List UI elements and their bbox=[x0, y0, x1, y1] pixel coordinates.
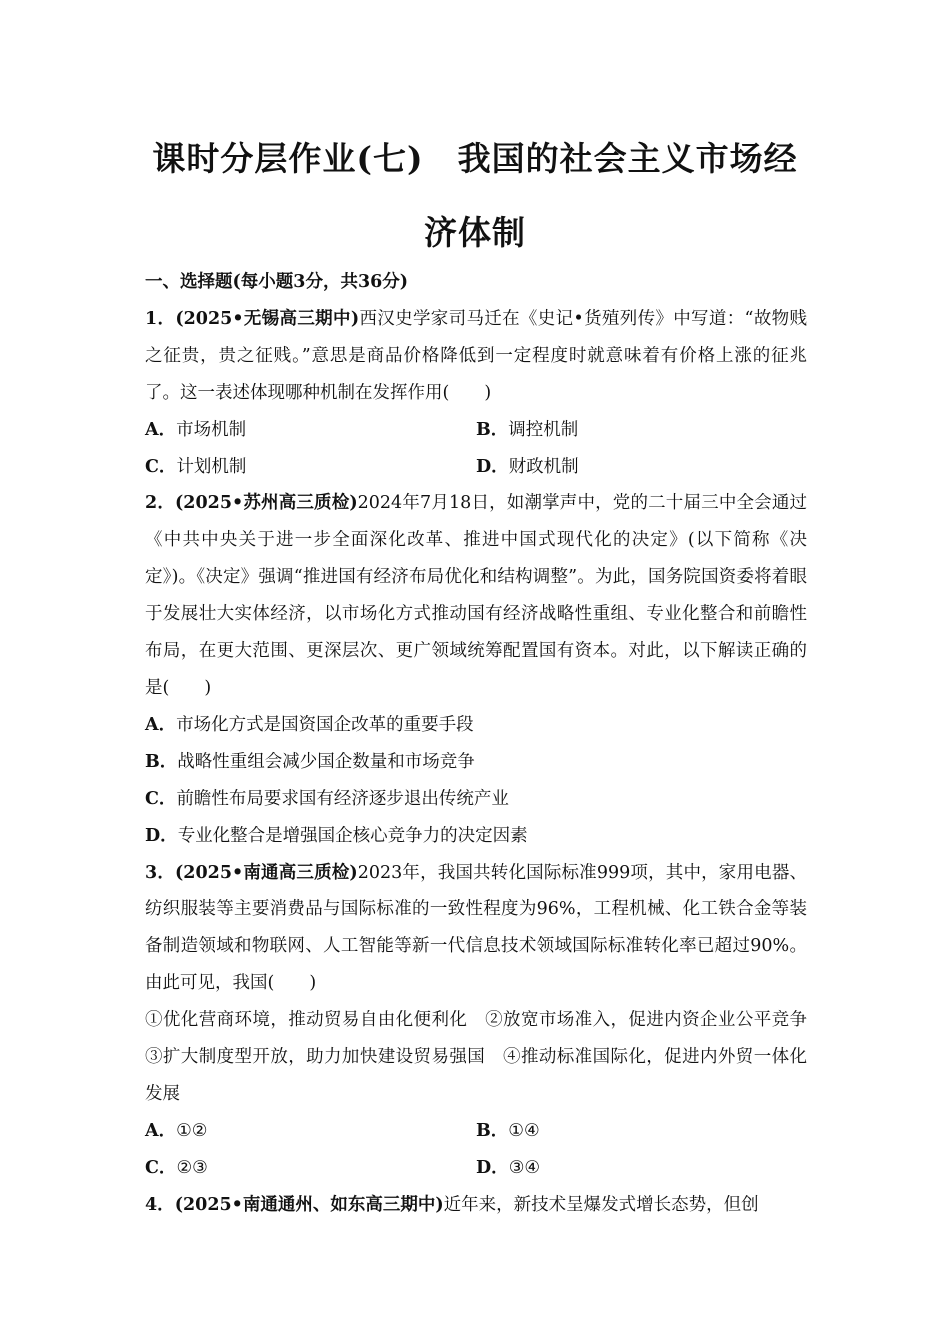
option-row bbox=[145, 1113, 807, 1150]
option-d bbox=[145, 818, 807, 855]
option-label: D． bbox=[476, 1157, 509, 1178]
option-label: B． bbox=[145, 751, 178, 772]
option-text: 调控机制 bbox=[508, 419, 579, 440]
question-stem: 2024年7月18日，如潮掌声中，党的二十届三中全会通过《中共中央关于进一步全面深化改革、推进中国式现代化的决定》(以下简称《决定》)。《决定》强调“推进国有经济布局优化和结构调整”。为此，国务院国资委将着眼于发展壮大实体经济，以市场化方式推动国有经济战略性重组、专业化整合和前瞻性布局，在更大范围、更深层次、更广领域统筹配置国有资本。对此，以下解读正确的是( ) bbox=[145, 493, 807, 698]
option-a bbox=[145, 707, 807, 744]
option-text: 战略性重组会减少国企数量和市场竞争 bbox=[177, 751, 475, 772]
option-text: 市场机制 bbox=[176, 419, 247, 440]
option-label: B． bbox=[476, 419, 509, 440]
option-a bbox=[145, 412, 476, 449]
option-text: ①④ bbox=[508, 1120, 540, 1141]
question-source: (2025•南通高三质检) bbox=[175, 862, 358, 883]
option-text: 专业化整合是增强国企核心竞争力的决定因素 bbox=[177, 825, 528, 846]
option-text: 计划机制 bbox=[176, 456, 247, 477]
question-stem: 2023年，我国共转化国际标准999项，其中，家用电器、纺织服装等主要消费品与国际标准的一致性程度为96%，工程机械、化工铁合金等装备制造领域和物联网、人工智能等新一代信息技术领域国际标准转化率已超过90%。由此可见，我国( ) bbox=[145, 862, 808, 994]
option-label: B． bbox=[476, 1120, 509, 1141]
option-b bbox=[476, 412, 807, 449]
option-label: A． bbox=[145, 1120, 177, 1141]
title-line-2: 济体制 bbox=[424, 213, 526, 252]
option-text: ②③ bbox=[176, 1157, 208, 1178]
title-line-1: 课时分层作业(七) 我国的社会主义市场经 bbox=[152, 139, 798, 178]
option-text: ③④ bbox=[508, 1157, 541, 1178]
option-row bbox=[145, 412, 807, 449]
option-c bbox=[145, 1150, 476, 1187]
option-label: C． bbox=[145, 456, 177, 477]
question-stem: 西汉史学家司马迁在《史记•货殖列传》中写道：“故物贱之征贵，贵之征贱。”意思是商品价格降低到一定程度时就意味着有价格上涨的征兆了。这一表述体现哪种机制在发挥作用( ) bbox=[145, 308, 807, 403]
option-c bbox=[145, 449, 476, 486]
option-label: C． bbox=[145, 1157, 177, 1178]
option-label: A． bbox=[145, 419, 177, 440]
option-d bbox=[476, 449, 807, 486]
option-text: ①② bbox=[176, 1120, 208, 1141]
option-text: 市场化方式是国资国企改革的重要手段 bbox=[176, 714, 474, 735]
question-3 bbox=[145, 855, 807, 1003]
question-source: (2025•无锡高三期中) bbox=[175, 308, 360, 329]
option-label: A． bbox=[145, 714, 177, 735]
section-heading: 一、选择题(每小题3分，共36分) bbox=[145, 272, 409, 292]
page-title bbox=[140, 122, 810, 270]
option-label: D． bbox=[476, 456, 509, 477]
question-number: 4． bbox=[145, 1194, 175, 1215]
question-source: (2025•苏州高三质检) bbox=[175, 493, 358, 514]
question-number: 1． bbox=[145, 308, 176, 329]
question-2 bbox=[145, 485, 807, 706]
question-number: 2． bbox=[145, 493, 176, 514]
question-stem: 近年来，新技术呈爆发式增长态势，但创 bbox=[443, 1194, 759, 1215]
option-b bbox=[476, 1113, 807, 1150]
option-label: D． bbox=[145, 825, 178, 846]
question-number: 3． bbox=[145, 862, 176, 883]
question-4 bbox=[145, 1187, 807, 1224]
question-1 bbox=[145, 301, 807, 412]
option-row bbox=[145, 1150, 807, 1187]
option-b bbox=[145, 744, 807, 781]
option-text: 前瞻性布局要求国有经济逐步退出传统产业 bbox=[176, 788, 509, 809]
option-c bbox=[145, 781, 807, 818]
option-label: C． bbox=[145, 788, 177, 809]
option-a bbox=[145, 1113, 476, 1150]
document-body bbox=[145, 264, 825, 1224]
option-d bbox=[476, 1150, 807, 1187]
option-text: 财政机制 bbox=[508, 456, 579, 477]
question-source: (2025•南通通州、如东高三期中) bbox=[174, 1194, 444, 1215]
option-row bbox=[145, 449, 807, 486]
question-statements: ①优化营商环境，推动贸易自由化便利化 ②放宽市场准入，促进内资企业公平竞争 ③扩大制度型开放，助力加快建设贸易强国 ④推动标准国际化，促进内外贸一体化发展 bbox=[145, 1010, 825, 1104]
